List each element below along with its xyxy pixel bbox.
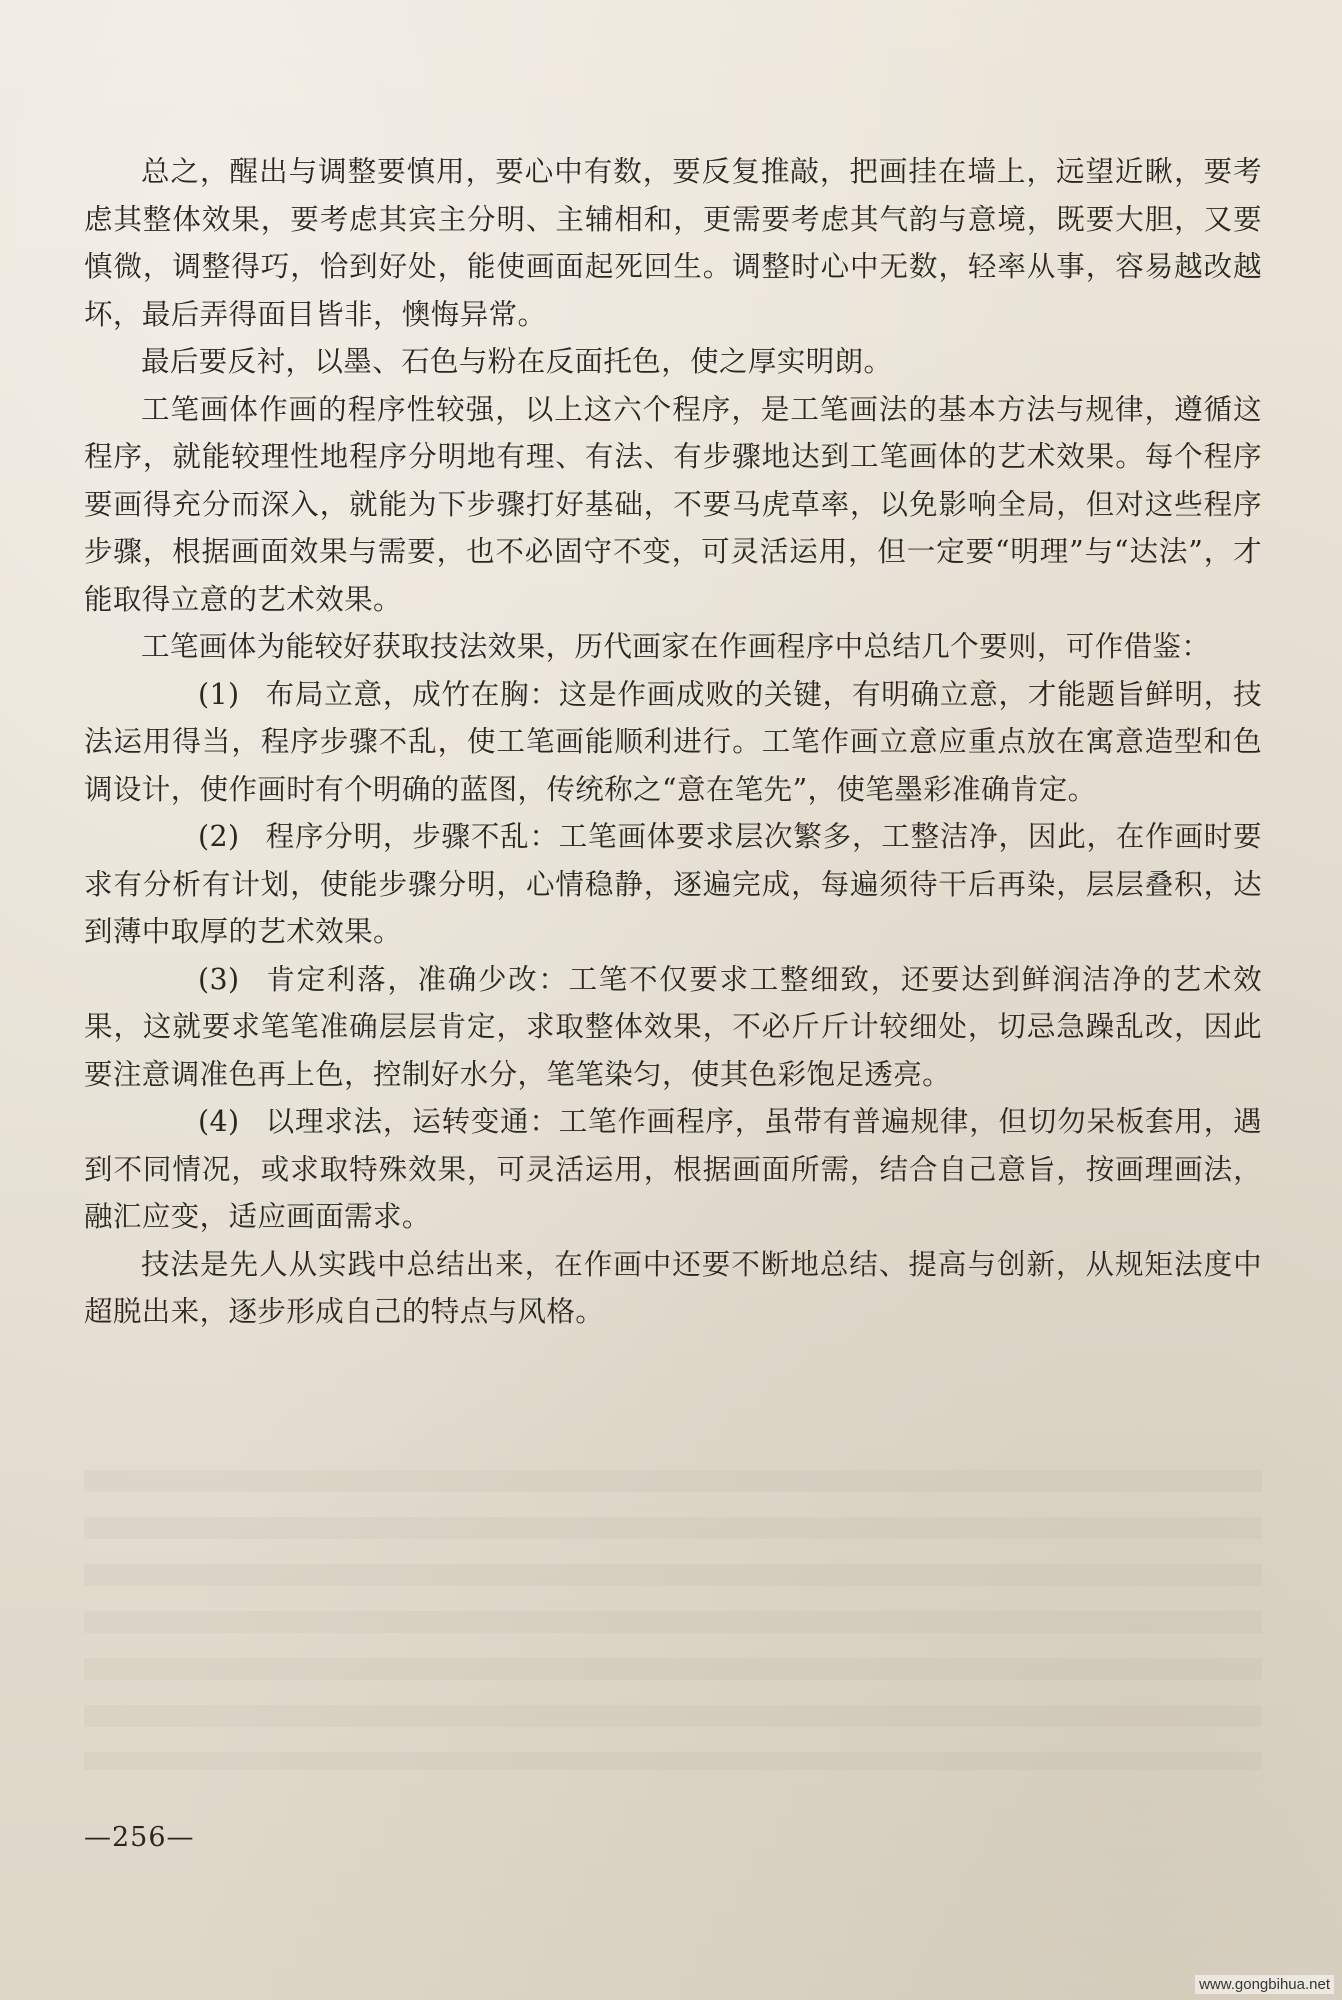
numbered-item <box>84 956 1262 1099</box>
site-watermark: www.gongbihua.net <box>1195 1975 1334 1994</box>
paragraph: 总之，醒出与调整要慎用，要心中有数，要反复推敲，把画挂在墙上，远望近瞅，要考虑其整体效果，要考虑其宾主分明、主辅相和，更需要考虑其气韵与意境，既要大胆，又要慎微，调整得巧，恰到好处，能使画面起死回生。调整时心中无数，轻率从事，容易越改越坏，最后弄得面目皆非，懊悔异常。 <box>84 155 1262 331</box>
paragraph: 最后要反衬，以墨、石色与粉在反面托色，使之厚实明朗。 <box>141 345 893 378</box>
item-number: (2) <box>198 820 240 853</box>
page-body-text <box>84 148 1262 1336</box>
page-number: —256— <box>84 1822 195 1853</box>
paragraph: 工笔画体为能较好获取技法效果，历代画家在作画程序中总结几个要则，可作借鉴： <box>141 630 1211 663</box>
show-through-text <box>84 1470 1262 1770</box>
item-text: 肯定利落，准确少改：工笔不仅要求工整细致，还要达到鲜润洁净的艺术效果，这就要求笔笔准确层层肯定，求取整体效果，不必斤斤计较细处，切忌急躁乱改，因此要注意调准色再上色，控制好水分，笔笔染匀，使其色彩饱足透亮。 <box>84 962 1262 1091</box>
numbered-item <box>84 813 1262 956</box>
closing-paragraph: 技法是先人从实践中总结出来，在作画中还要不断地总结、提高与创新，从规矩法度中超脱出来，逐步形成自己的特点与风格。 <box>84 1247 1262 1328</box>
item-text: 以理求法，运转变通：工笔作画程序，虽带有普遍规律，但切勿呆板套用，遇到不同情况，或求取特殊效果，可灵活运用，根据画面所需，结合自己意旨，按画理画法，融汇应变，适应画面需求。 <box>84 1105 1262 1233</box>
item-number: (3) <box>198 962 240 996</box>
item-text: 程序分明，步骤不乱：工笔画体要求层次繁多，工整洁净，因此，在作画时要求有分析有计划，使能步骤分明，心情稳静，逐遍完成，每遍须待干后再染，层层叠积，达到薄中取厚的艺术效果。 <box>84 820 1262 948</box>
item-number: (1) <box>198 677 240 711</box>
item-number: (4) <box>198 1105 240 1138</box>
numbered-item <box>84 671 1262 814</box>
item-text: 布局立意，成竹在胸：这是作画成败的关键，有明确立意，才能题旨鲜明，技法运用得当，程序步骤不乱，使工笔画能顺利进行。工笔作画立意应重点放在寓意造型和色调设计，使作画时有个明确的蓝图，传统称之“意在笔先”，使笔墨彩准确肯定。 <box>84 677 1262 806</box>
paragraph: 工笔画体作画的程序性较强，以上这六个程序，是工笔画法的基本方法与规律，遵循这程序，就能较理性地程序分明地有理、有法、有步骤地达到工笔画体的艺术效果。每个程序要画得充分而深入，就能为下步骤打好基础，不要马虎草率，以免影响全局，但对这些程序步骤，根据画面效果与需要，也不必固守不变，可灵活运用，但一定要“明理”与“达法”，才能取得立意的艺术效果。 <box>84 392 1262 616</box>
numbered-item <box>84 1098 1262 1241</box>
